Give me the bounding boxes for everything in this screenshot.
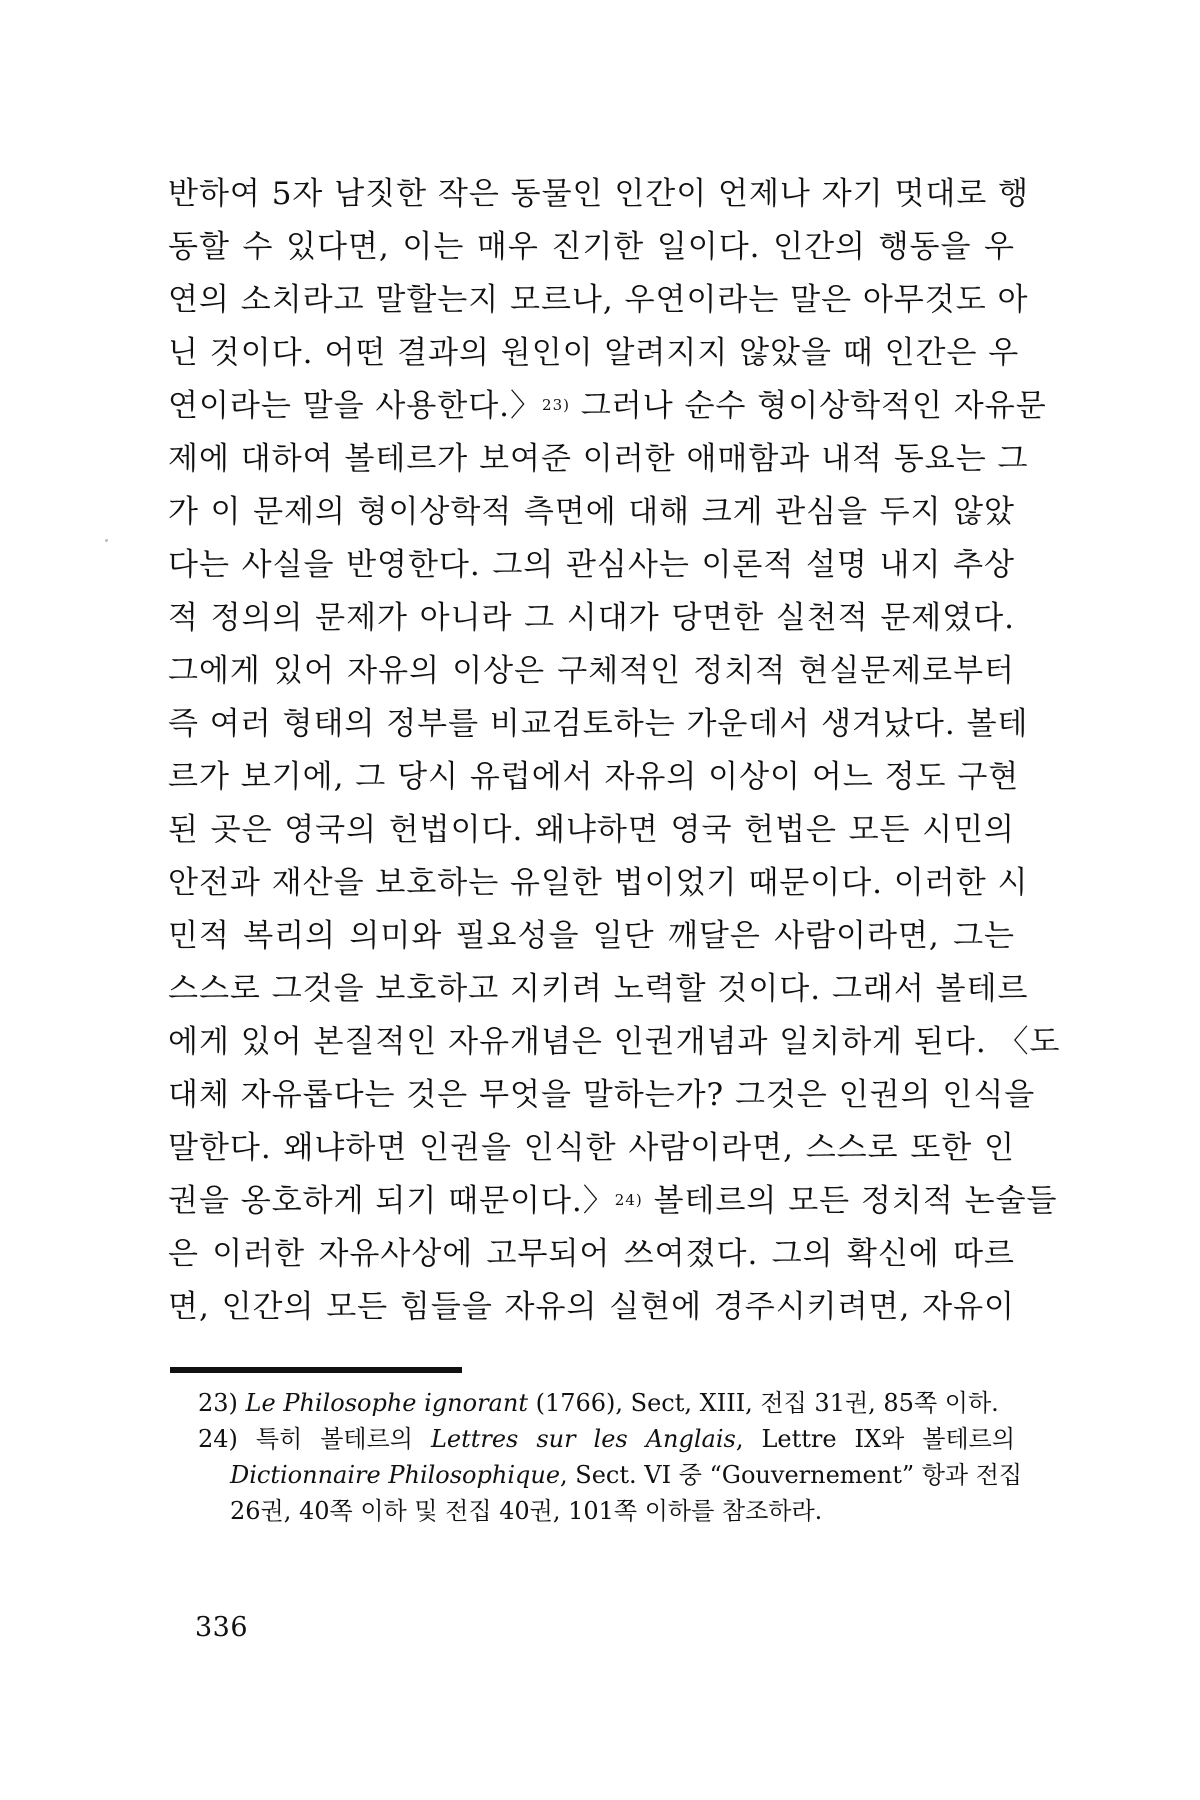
footnote-ref-23: 23) (542, 396, 570, 414)
body-line: 면, 인간의 모든 힘들을 자유의 실현에 경주시키려면, 자유이 (168, 1289, 1015, 1325)
footnotes (198, 1385, 1023, 1529)
body-line: 에게 있어 본질적인 자유개념은 인권개념과 일치하게 된다. 〈도 (168, 1024, 1061, 1060)
footnote-book-title: Dictionnaire Philosophique (230, 1461, 561, 1489)
footnote-text: 특히 볼테르의 (237, 1425, 431, 1453)
footnote-ref-24: 24) (614, 1191, 643, 1209)
body-line-head: 권을 옹호하게 되기 때문이다.〉 (168, 1183, 615, 1219)
body-line: 제에 대하여 볼테르가 보여준 이러한 애매함과 내적 동요는 그 (168, 441, 1029, 477)
body-line (168, 1175, 1058, 1228)
body-text (168, 168, 1061, 1334)
footnote-line: 26권, 40쪽 이하 및 전집 40권, 101쪽 이하를 참조하라. (230, 1497, 823, 1525)
footnote-line (198, 1385, 1015, 1421)
page-number: 336 (195, 1612, 249, 1643)
footnote-line (198, 1457, 1023, 1493)
body-line: 은 이러한 자유사상에 고무되어 쓰여졌다. 그의 확신에 따르 (168, 1236, 1015, 1272)
footnote-line (198, 1421, 1015, 1457)
body-line: 스스로 그것을 보호하고 지키려 노력할 것이다. 그래서 볼테르 (168, 971, 1029, 1007)
footnote-text: (1766), Sect, XIII, 전집 31권, 85쪽 이하. (527, 1389, 999, 1417)
body-line-tail: 볼테르의 모든 정치적 논술들 (642, 1183, 1058, 1219)
body-line: 말한다. 왜냐하면 인권을 인식한 사람이라면, 스스로 또한 인 (168, 1130, 1015, 1166)
footnote-book-title: Le Philosophe ignorant (245, 1389, 528, 1417)
body-line: 가 이 문제의 형이상학적 측면에 대해 크게 관심을 두지 않았 (168, 494, 1015, 530)
footnote-number: 24) (198, 1425, 238, 1453)
footnote-book-title: Lettres sur les Anglais (430, 1425, 736, 1453)
margin-speck (105, 539, 108, 542)
body-line: 동할 수 있다면, 이는 매우 진기한 일이다. 인간의 행동을 우 (168, 229, 1015, 265)
body-line-head: 연이라는 말을 사용한다.〉 (168, 388, 543, 424)
body-line: 반하여 5자 남짓한 작은 동물인 인간이 언제나 자기 멋대로 행 (168, 176, 1030, 212)
footnote-23 (198, 1385, 1015, 1421)
body-line (168, 380, 1047, 433)
footnote-24 (198, 1421, 1023, 1529)
body-line: 민적 복리의 의미와 필요성을 일단 깨달은 사람이라면, 그는 (168, 918, 1015, 954)
body-line-tail: 그러나 순수 형이상학적인 자유문 (569, 388, 1047, 424)
footnote-separator (170, 1367, 462, 1373)
body-line: 된 곳은 영국의 헌법이다. 왜냐하면 영국 헌법은 모든 시민의 (168, 812, 1015, 848)
body-line: 대체 자유롭다는 것은 무엇을 말하는가? 그것은 인권의 인식을 (168, 1077, 1036, 1113)
body-line: 닌 것이다. 어떤 결과의 원인이 알려지지 않았을 때 인간은 우 (168, 335, 1020, 371)
body-line: 연의 소치라고 말할는지 모르나, 우연이라는 말은 아무것도 아 (168, 282, 1029, 318)
footnote-text: , Lettre IX와 볼테르의 (735, 1425, 1015, 1453)
body-line: 안전과 재산을 보호하는 유일한 법이었기 때문이다. 이러한 시 (168, 865, 1029, 901)
body-line: 다는 사실을 반영한다. 그의 관심사는 이론적 설명 내지 추상 (168, 547, 1015, 583)
footnote-number: 23) (198, 1389, 238, 1417)
body-line: 그에게 있어 자유의 이상은 구체적인 정치적 현실문제로부터 (168, 653, 1015, 689)
body-line: 적 정의의 문제가 아니라 그 시대가 당면한 실천적 문제였다. (168, 600, 1015, 636)
body-line: 르가 보기에, 그 당시 유럽에서 자유의 이상이 어느 정도 구현 (168, 759, 1020, 795)
footnote-text: , Sect. VI 중 “Gouvernement” 항과 전집 (560, 1461, 1023, 1489)
body-line: 즉 여러 형태의 정부를 비교검토하는 가운데서 생겨났다. 볼테 (168, 706, 1029, 742)
